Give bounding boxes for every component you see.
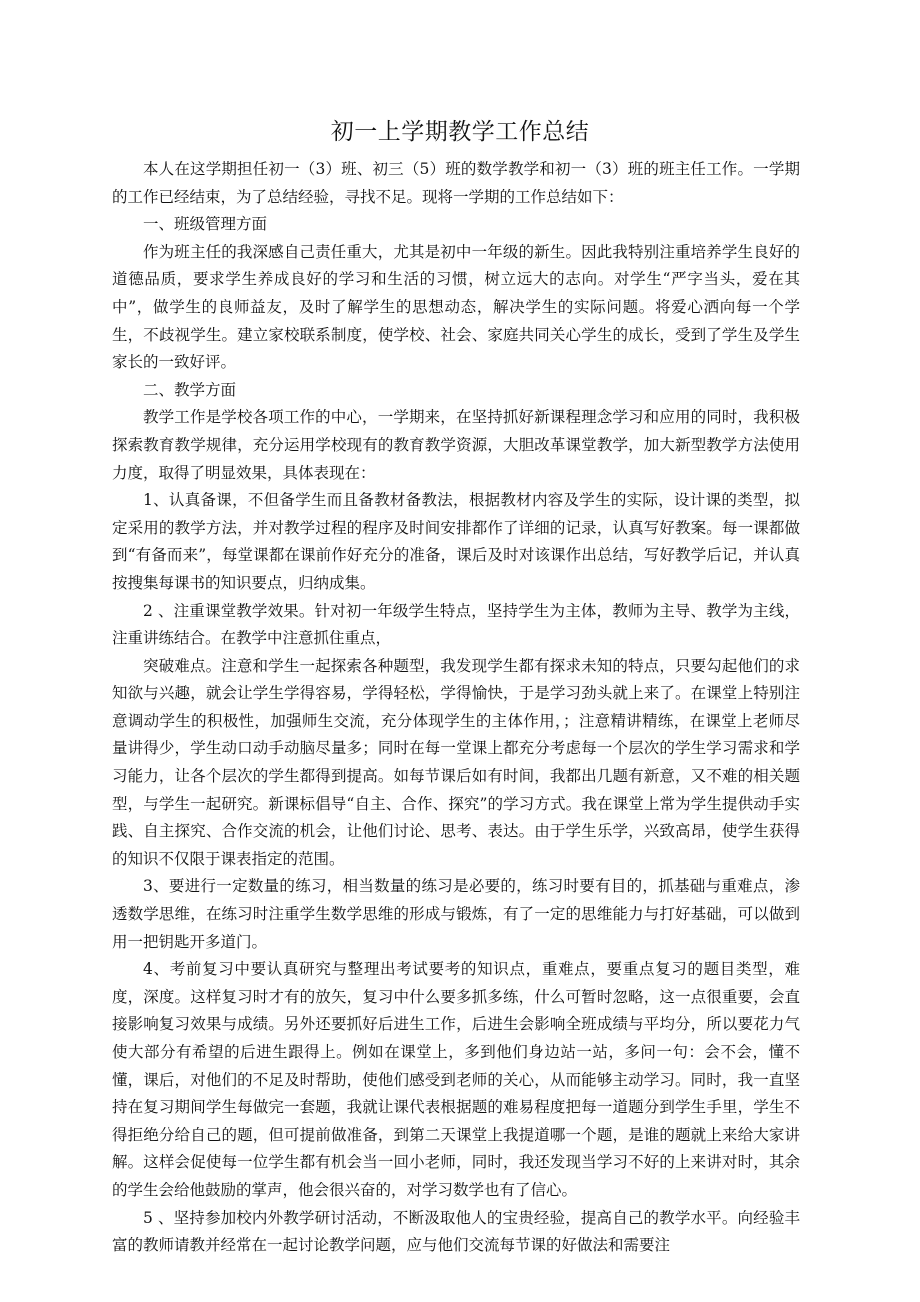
paragraph-point-5: 5 、坚持参加校内外教学研讨活动，不断汲取他人的宝贵经验，提高自己的教学水平。向经验丰富的教师请教并经常在一起讨论教学问题，应与他们交流每节课的好做法和需要注: [112, 1208, 800, 1255]
paragraph-point-3: 3、要进行一定数量的练习，相当数量的练习是必要的，练习时要有目的，抓基础与重难点，渗透数学思维，在练习时注重学生数学思维的形成与锻炼，有了一定的思维能力与打好基础，可以做到用一把钥匙开多道门。: [112, 877, 800, 951]
paragraph-class-management: 作为班主任的我深感自己责任重大，尤其是初中一年级的新生。因此我特别注重培养学生良好的道德品质，要求学生养成良好的学习和生活的习惯，树立远大的志向。对学生“严字当头，爱在其中”，做学生的良师益友，及时了解学生的思想动态，解决学生的实际问题。将爱心洒向每一个学生，不歧视学生。建立家校联系制度，使学校、社会、家庭共同关心学生的成长，受到了学生及学生家长的一致好评。: [112, 242, 800, 372]
paragraph-point-2-continued: 突破难点。注意和学生一起探索各种题型，我发现学生都有探求未知的特点，只要勾起他们的求知欲与兴趣，就会让学生学得容易，学得轻松，学得愉快，于是学习劲头就上来了。在课堂上特别注意调动学生的积极性，加强师生交流，充分体现学生的主体作用，；注意精讲精练，在课堂上老师尽量讲得少，学生动口动手动脑尽量多；同时在每一堂课上都充分考虑每一个层次的学生学习需求和学习能力，让各个层次的学生都得到提高。如每节课后如有时间，我都出几题有新意，又不难的相关题型，与学生一起研究。新课标倡导“自主、合作、探究”的学习方式。我在课堂上常为学生提供动手实践、自主探究、合作交流的机会，让他们讨论、思考、表达。由于学生乐学，兴致高昂，使学生获得的知识不仅限于课表指定的范围。: [112, 656, 800, 868]
section-heading-teaching: 二、教学方面: [143, 380, 237, 399]
paragraph-point-4: 4、考前复习中要认真研究与整理出考试要考的知识点，重难点，要重点复习的题目类型，难度，深度。这样复习时才有的放矢，复习中什么要多抓多练，什么可暂时忽略，这一点很重要，会直接影响复习效果与成绩。另外还要抓好后进生工作，后进生会影响全班成绩与平均分，所以要花力气使大部分有希望的后进生跟得上。例如在课堂上，多到他们身边站一站，多问一句：会不会，懂不懂，课后，对他们的不足及时帮助，使他们感受到老师的关心，从而能够主动学习。同时，我一直坚持在复习期间学生每做完一套题，我就让课代表根据题的难易程度把每一道题分到学生手里，学生不得拒绝分给自己的题，但可提前做准备，到第二天课堂上我提道哪一个题，是谁的题就上来给大家讲解。这样会促使每一位学生都有机会当一回小老师，同时，我还发现当学习不好的上来讲对时，其余的学生会给他鼓励的掌声，他会很兴奋的，对学习数学也有了信心。: [112, 960, 800, 1199]
paragraph-point-2: 2 、注重课堂教学效果。针对初一年级学生特点，坚持学生为主体，教师为主导、教学为主线，注重讲练结合。在教学中注意抓住重点，: [112, 601, 800, 648]
paragraph-point-1: 1、认真备课，不但备学生而且备教材备教法，根据教材内容及学生的实际，设计课的类型，拟定采用的教学方法，并对教学过程的程序及时间安排都作了详细的记录，认真写好教案。每一课都做到“有备而来”，每堂课都在课前作好充分的准备，课后及时对该课作出总结，写好教学后记，并认真按搜集每课书的知识要点，归纳成集。: [112, 491, 800, 592]
document-body: [112, 156, 800, 1260]
section-heading-class-management: 一、班级管理方面: [143, 215, 268, 234]
paragraph-intro: 本人在这学期担任初一（3）班、初三（5）班的数学教学和初一（3）班的班主任工作。一学期的工作已经结束，为了总结经验，寻找不足。现将一学期的工作总结如下：: [112, 160, 800, 206]
paragraph-teaching-overview: 教学工作是学校各项工作的中心，一学期来，在坚持抓好新课程理念学习和应用的同时，我积极探索教育教学规律，充分运用学校现有的教育教学资源，大胆改革课堂教学，加大新型教学方法使用力度，取得了明显效果，具体表现在：: [112, 408, 800, 482]
document-title: 初一上学期教学工作总结: [330, 119, 590, 145]
